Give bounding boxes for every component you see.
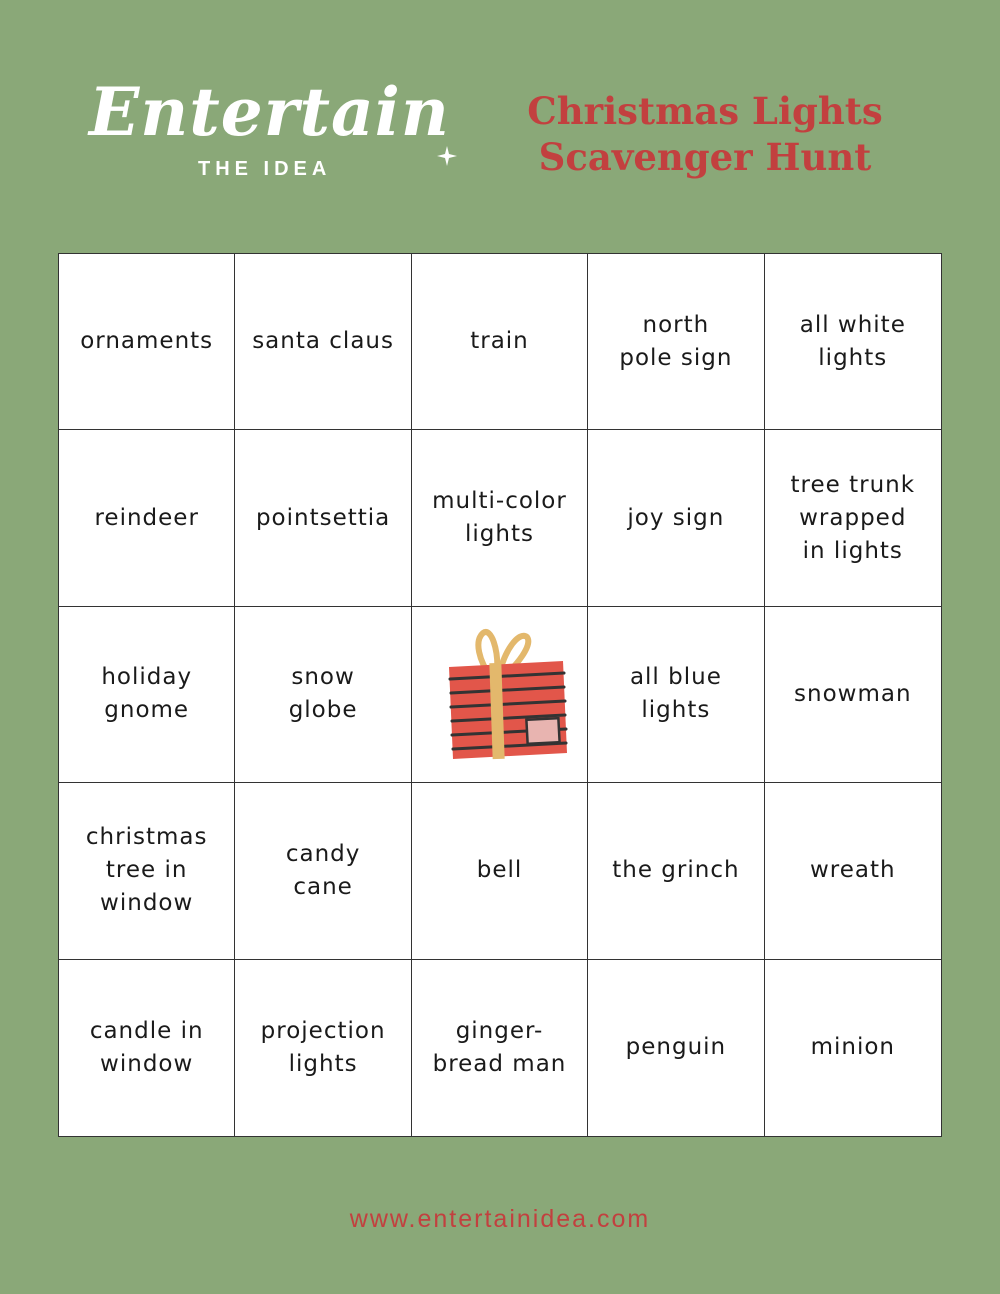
grid-cell-santa-claus: santa claus — [235, 254, 411, 430]
grid-cell-projection: projection lights — [235, 960, 411, 1136]
logo-tagline: THE IDEA — [198, 158, 332, 180]
title-line-1: Christmas Lights — [527, 89, 883, 133]
grid-cell-free-space — [412, 607, 588, 783]
brand-logo — [85, 72, 450, 192]
grid-cell-candy: candy cane — [235, 783, 411, 959]
grid-cell-holiday: holiday gnome — [59, 607, 235, 783]
grid-cell-ornaments: ornaments — [59, 254, 235, 430]
grid-cell-all-blue: all blue lights — [588, 607, 764, 783]
grid-cell-bell: bell — [412, 783, 588, 959]
grid-cell-wreath: wreath — [765, 783, 941, 959]
grid-cell-candle-in: candle in window — [59, 960, 235, 1136]
grid-cell-multi-color: multi-color lights — [412, 430, 588, 606]
grid-cell-all-white: all white lights — [765, 254, 941, 430]
grid-cell-joy-sign: joy sign — [588, 430, 764, 606]
grid-cell-pointsettia: pointsettia — [235, 430, 411, 606]
grid-cell-ginger: ginger- bread man — [412, 960, 588, 1136]
title-line-2: Scavenger Hunt — [538, 135, 872, 179]
footer-url: www.entertainidea.com — [349, 1205, 651, 1233]
gift-icon — [429, 619, 569, 769]
grid-cell-tree-trunk: tree trunk wrapped in lights — [765, 430, 941, 606]
grid-cell-christmas: christmas tree in window — [59, 783, 235, 959]
page-title — [510, 88, 900, 180]
sparkle-icon — [437, 146, 457, 166]
logo-wordmark: Entertain — [89, 73, 450, 151]
grid-cell-reindeer: reindeer — [59, 430, 235, 606]
scavenger-hunt-grid — [58, 253, 942, 1137]
grid-cell-penguin: penguin — [588, 960, 764, 1136]
grid-cell-minion: minion — [810, 1034, 895, 1061]
grid-cell-snowman: snowman — [765, 607, 941, 783]
grid-cell-north: north pole sign — [588, 254, 764, 430]
grid-cell-snow: snow globe — [235, 607, 411, 783]
grid-cell-the-grinch: the grinch — [588, 783, 764, 959]
grid-cell-train: train — [412, 254, 588, 430]
